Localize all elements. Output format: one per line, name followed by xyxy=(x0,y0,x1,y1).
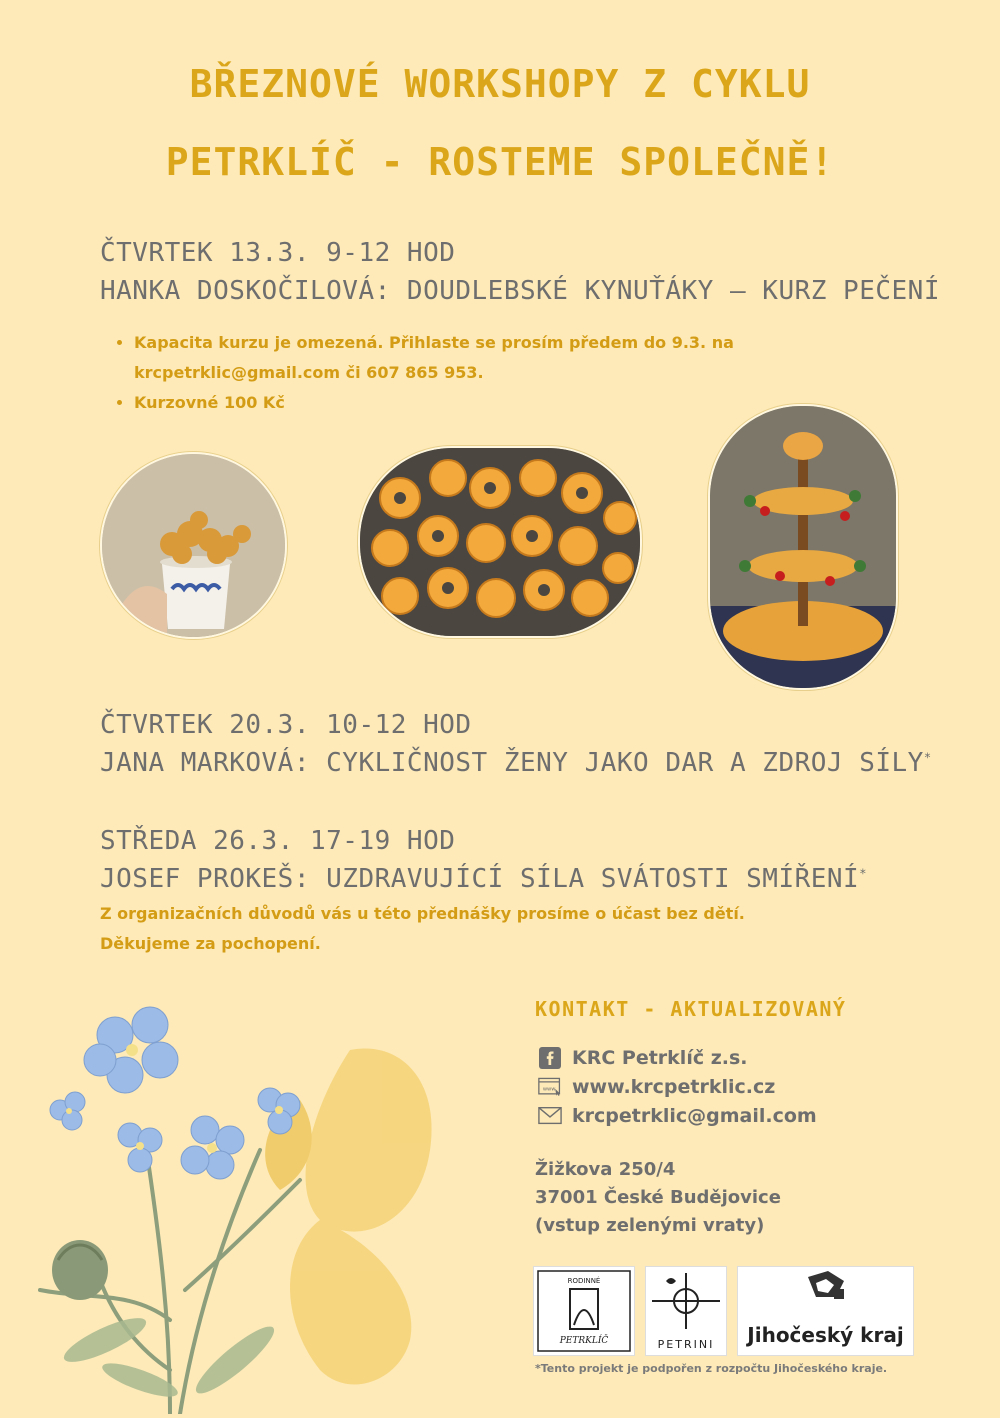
contact-facebook-label: KRC Petrklíč z.s. xyxy=(572,1047,748,1069)
contact-facebook[interactable] xyxy=(538,1047,748,1069)
web-icon xyxy=(538,1077,562,1097)
contact-email-link[interactable]: krcpetrklic@gmail.com xyxy=(572,1105,817,1127)
event3-title-text: JOSEF PROKEŠ: UZDRAVUJÍCÍ SÍLA SVÁTOSTI SMÍŘENÍ xyxy=(100,864,860,894)
event2-asterisk: * xyxy=(923,750,932,765)
logo-kraj-label: Jihočeský kraj xyxy=(747,1323,904,1347)
poster-title-line-1: BŘEZNOVÉ WORKSHOPY Z CYKLU xyxy=(189,62,811,106)
event2-title-text: JANA MARKOVÁ: CYKLIČNOST ŽENY JAKO DAR A ZDROJ SÍLY xyxy=(100,748,924,778)
event3-date: STŘEDA 26.3. 17-19 HOD xyxy=(100,826,456,856)
photo-pastry-tower xyxy=(708,404,898,690)
event1-info-list xyxy=(112,328,834,418)
event1-title: HANKA DOSKOČILOVÁ: DOUDLEBSKÉ KYNUŤÁKY – KURZ PEČENÍ xyxy=(100,276,940,306)
svg-text:PETRKLÍČ: PETRKLÍČ xyxy=(559,1336,609,1346)
event1-date: ČTVRTEK 13.3. 9-12 HOD xyxy=(100,238,456,268)
logo-petrini xyxy=(645,1266,727,1356)
funding-footnote: *Tento projekt je podpořen z rozpočtu Jihočeského kraje. xyxy=(535,1362,888,1375)
photo-pastry-tray xyxy=(358,446,642,638)
event1-info-price: • Kurzovné 100 Kč xyxy=(134,388,834,418)
contact-address xyxy=(535,1156,781,1240)
event2-title xyxy=(100,748,932,778)
event3-title xyxy=(100,864,867,894)
contact-email[interactable] xyxy=(538,1105,817,1127)
event3-note: Z organizačních důvodů vás u této přednášky prosíme o účast bez dětí. xyxy=(100,904,745,923)
contact-web-link[interactable]: www.krcpetrklic.cz xyxy=(572,1076,776,1098)
contact-web[interactable] xyxy=(538,1076,775,1098)
logo-petrini-label: PETRINI xyxy=(657,1338,715,1351)
logo-jihocesky-kraj xyxy=(737,1266,914,1356)
poster-title-line-2: PETRKLÍČ - ROSTEME SPOLEČNĚ! xyxy=(165,140,835,184)
logo-krc-petrklic xyxy=(533,1266,635,1356)
svg-text:www: www xyxy=(542,1086,556,1093)
event2-date: ČTVRTEK 20.3. 10-12 HOD xyxy=(100,710,472,740)
photo-pastry-bouquet xyxy=(100,452,287,639)
event3-asterisk: * xyxy=(859,866,867,881)
address-city: 37001 České Budějovice xyxy=(535,1187,781,1208)
flower-illustration xyxy=(20,990,460,1414)
contact-title: KONTAKT - AKTUALIZOVANÝ xyxy=(535,997,847,1021)
mail-icon xyxy=(538,1106,562,1126)
facebook-icon xyxy=(538,1048,562,1068)
address-entrance: (vstup zelenými vraty) xyxy=(535,1215,765,1236)
event3-thanks: Děkujeme za pochopení. xyxy=(100,934,321,953)
svg-text:RODINNÉ: RODINNÉ xyxy=(567,1277,601,1285)
address-street: Žižkova 250/4 xyxy=(535,1159,676,1180)
event1-info-capacity: • Kapacita kurzu je omezená. Přihlaste se prosím předem do 9.3. na krcpetrklic@gmail.com či 607 865 953. xyxy=(134,328,834,388)
